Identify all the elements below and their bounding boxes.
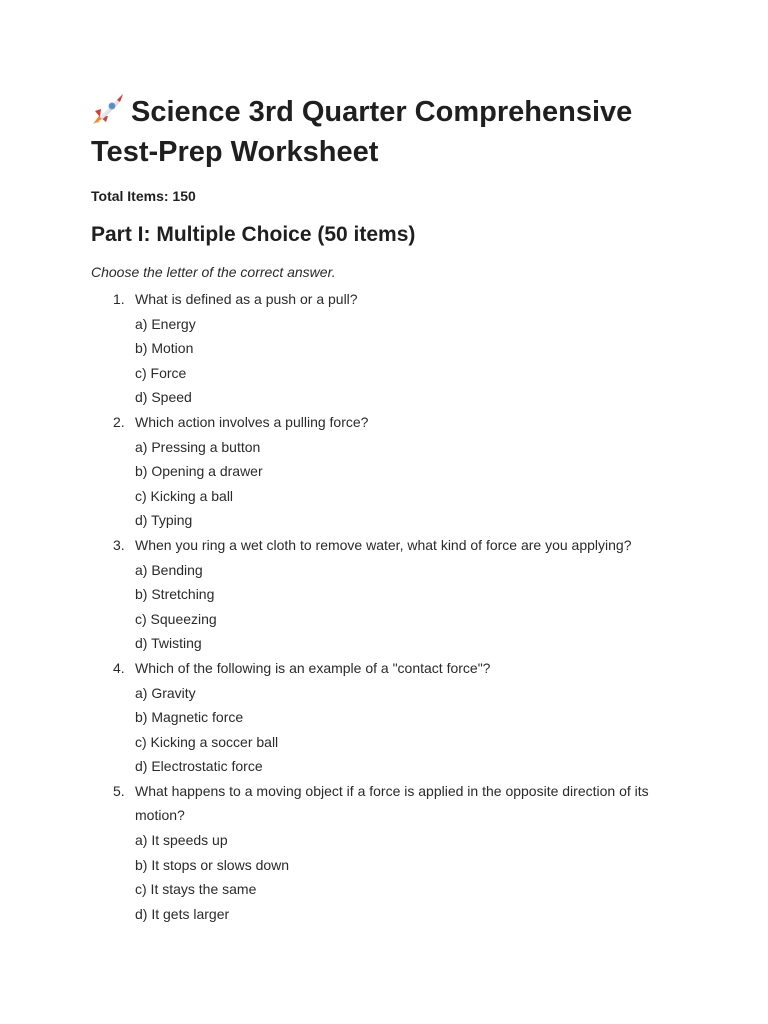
answer-option: c) Kicking a soccer ball xyxy=(135,733,279,750)
option-list xyxy=(135,312,691,410)
question-text: What happens to a moving object if a force is applied in the opposite direction of its motion? xyxy=(135,782,649,824)
question-number: 4. xyxy=(113,659,125,676)
answer-option: d) Twisting xyxy=(135,635,202,652)
total-items-value: 150 xyxy=(172,188,196,204)
question-text: Which of the following is an example of a "contact force"? xyxy=(135,659,491,676)
option-list xyxy=(135,435,691,533)
question-number: 3. xyxy=(113,536,125,553)
question-item xyxy=(91,287,691,410)
answer-option: d) It gets larger xyxy=(135,905,230,922)
answer-option: d) Speed xyxy=(135,389,192,406)
total-items xyxy=(91,186,691,206)
answer-option: d) Electrostatic force xyxy=(135,758,263,775)
answer-option: a) Energy xyxy=(135,315,196,332)
answer-option: b) Stretching xyxy=(135,586,215,603)
answer-option: d) Typing xyxy=(135,512,193,529)
question-item xyxy=(91,779,691,927)
question-item xyxy=(91,656,691,779)
answer-option: a) It speeds up xyxy=(135,832,228,849)
question-list xyxy=(91,287,691,926)
rocket-icon xyxy=(91,92,125,126)
answer-option: a) Pressing a button xyxy=(135,438,261,455)
answer-option: c) It stays the same xyxy=(135,881,257,898)
question-number: 5. xyxy=(113,782,125,799)
title-text: Science 3rd Quarter Comprehensive Test-Prep Worksheet xyxy=(91,96,633,168)
worksheet-page xyxy=(91,92,691,926)
option-list xyxy=(135,558,691,656)
answer-option: c) Force xyxy=(135,364,187,381)
answer-option: b) Motion xyxy=(135,340,194,357)
answer-option: b) Opening a drawer xyxy=(135,463,263,480)
total-items-label: Total Items: xyxy=(91,188,169,204)
option-list xyxy=(135,681,691,779)
option-list xyxy=(135,828,691,926)
question-text: What is defined as a push or a pull? xyxy=(135,291,358,307)
part-heading: Part I: Multiple Choice (50 items) xyxy=(91,223,416,246)
question-text: When you ring a wet cloth to remove water, what kind of force are you applying? xyxy=(135,536,632,553)
question-number: 1. xyxy=(113,291,125,307)
answer-option: a) Bending xyxy=(135,561,203,578)
answer-option: a) Gravity xyxy=(135,684,196,701)
answer-option: b) It stops or slows down xyxy=(135,856,290,873)
question-number: 2. xyxy=(113,413,125,430)
question-item xyxy=(91,410,691,533)
answer-option: b) Magnetic force xyxy=(135,709,244,726)
page-title xyxy=(91,92,691,172)
question-item xyxy=(91,533,691,656)
question-text: Which action involves a pulling force? xyxy=(135,413,369,430)
instruction-text: Choose the letter of the correct answer. xyxy=(91,264,336,280)
answer-option: c) Kicking a ball xyxy=(135,487,234,504)
answer-option: c) Squeezing xyxy=(135,610,217,627)
